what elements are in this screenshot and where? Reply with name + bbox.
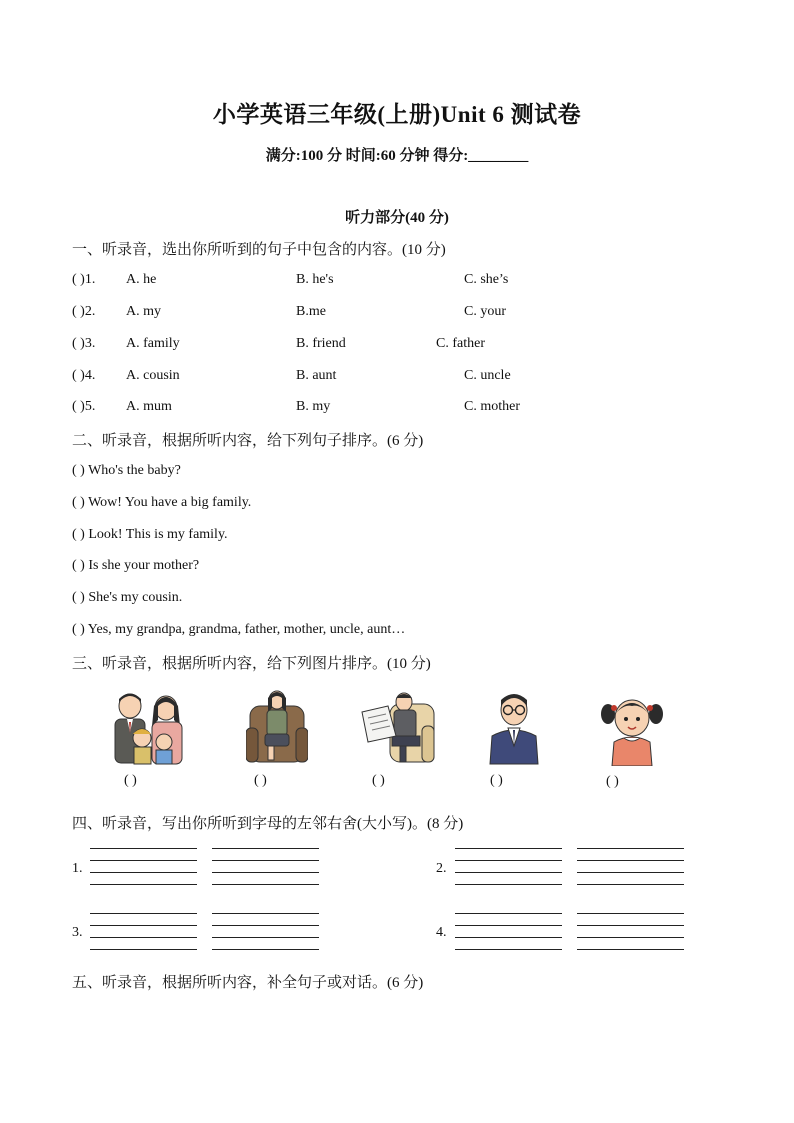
s1-q5-option-c: C. mother <box>464 399 520 414</box>
s1-q2-option-b: B.me <box>296 304 326 319</box>
part-heading: 听力部分(40 分) <box>345 210 449 226</box>
family-picture-icon <box>100 692 196 766</box>
s3-pic2-paren[interactable]: ( ) <box>254 773 267 788</box>
page-title: 小学英语三年级(上册)Unit 6 测试卷 <box>212 102 582 127</box>
s2-item-2[interactable]: ( ) Wow! You have a big family. <box>72 495 252 510</box>
s2-item-5[interactable]: ( ) She's my cousin. <box>72 590 183 605</box>
s2-item-3[interactable]: ( ) Look! This is my family. <box>72 527 228 542</box>
s1-q3-option-c: C. father <box>436 336 485 351</box>
girl-with-pigtails-icon <box>600 692 664 766</box>
s4-item-1-number: 1. <box>72 861 83 876</box>
s1-q3-number[interactable]: ( )3. <box>72 336 96 351</box>
score-info <box>0 144 794 165</box>
s2-item-6[interactable]: ( ) Yes, my grandpa, grandma, father, mother, uncle, aunt… <box>72 622 406 637</box>
s1-q3-option-a: A. family <box>126 336 180 351</box>
s3-pic4-paren[interactable]: ( ) <box>490 773 503 788</box>
woman-in-armchair-icon <box>246 688 308 764</box>
s1-q2-number[interactable]: ( )2. <box>72 304 96 319</box>
s1-q2-option-a: A. my <box>126 304 161 319</box>
s2-item-4[interactable]: ( ) Is she your mother? <box>72 558 200 573</box>
s1-q5-option-b: B. my <box>296 399 331 414</box>
s1-q1-number[interactable]: ( )1. <box>72 272 96 287</box>
man-with-glasses-icon <box>486 690 542 766</box>
s1-q1-option-a: A. he <box>126 272 157 287</box>
section-1-heading: 一、听录音，选出你所听到的句子中包含的内容。(10 分) <box>72 242 446 258</box>
section-2-heading: 二、听录音，根据所听内容，给下列句子排序。(6 分) <box>72 433 424 449</box>
section-5-heading: 五、听录音，根据所听内容，补全句子或对话。(6 分) <box>72 975 424 991</box>
s1-q5-option-a: A. mum <box>126 399 172 414</box>
s1-q4-number[interactable]: ( )4. <box>72 368 96 383</box>
s1-q2-option-c: C. your <box>464 304 506 319</box>
s1-q4-option-a: A. cousin <box>126 368 180 383</box>
score-blank[interactable]: ________ <box>468 148 529 164</box>
s1-q1-option-c: C. she’s <box>464 272 509 287</box>
section-3-heading: 三、听录音，根据所听内容，给下列图片排序。(10 分) <box>72 656 431 672</box>
score-info-text: 满分:100 分 时间:60 分钟 得分: <box>265 148 469 164</box>
s3-pic1-paren[interactable]: ( ) <box>124 773 137 788</box>
s4-item-2-number: 2. <box>436 861 447 876</box>
s4-item-3-number: 3. <box>72 925 83 940</box>
s1-q3-option-b: B. friend <box>296 336 346 351</box>
section-4-heading: 四、听录音，写出你所听到字母的左邻右舍(大小写)。(8 分) <box>72 816 464 832</box>
s4-item-4-number: 4. <box>436 925 447 940</box>
man-reading-newspaper-icon <box>360 690 436 766</box>
s3-pic3-paren[interactable]: ( ) <box>372 773 385 788</box>
s1-q4-option-c: C. uncle <box>464 368 511 383</box>
s1-q4-option-b: B. aunt <box>296 368 337 383</box>
s2-item-1[interactable]: ( ) Who's the baby? <box>72 463 181 478</box>
s3-pic5-paren[interactable]: ( ) <box>606 774 619 789</box>
s1-q5-number[interactable]: ( )5. <box>72 399 96 414</box>
s1-q1-option-b: B. he's <box>296 272 334 287</box>
